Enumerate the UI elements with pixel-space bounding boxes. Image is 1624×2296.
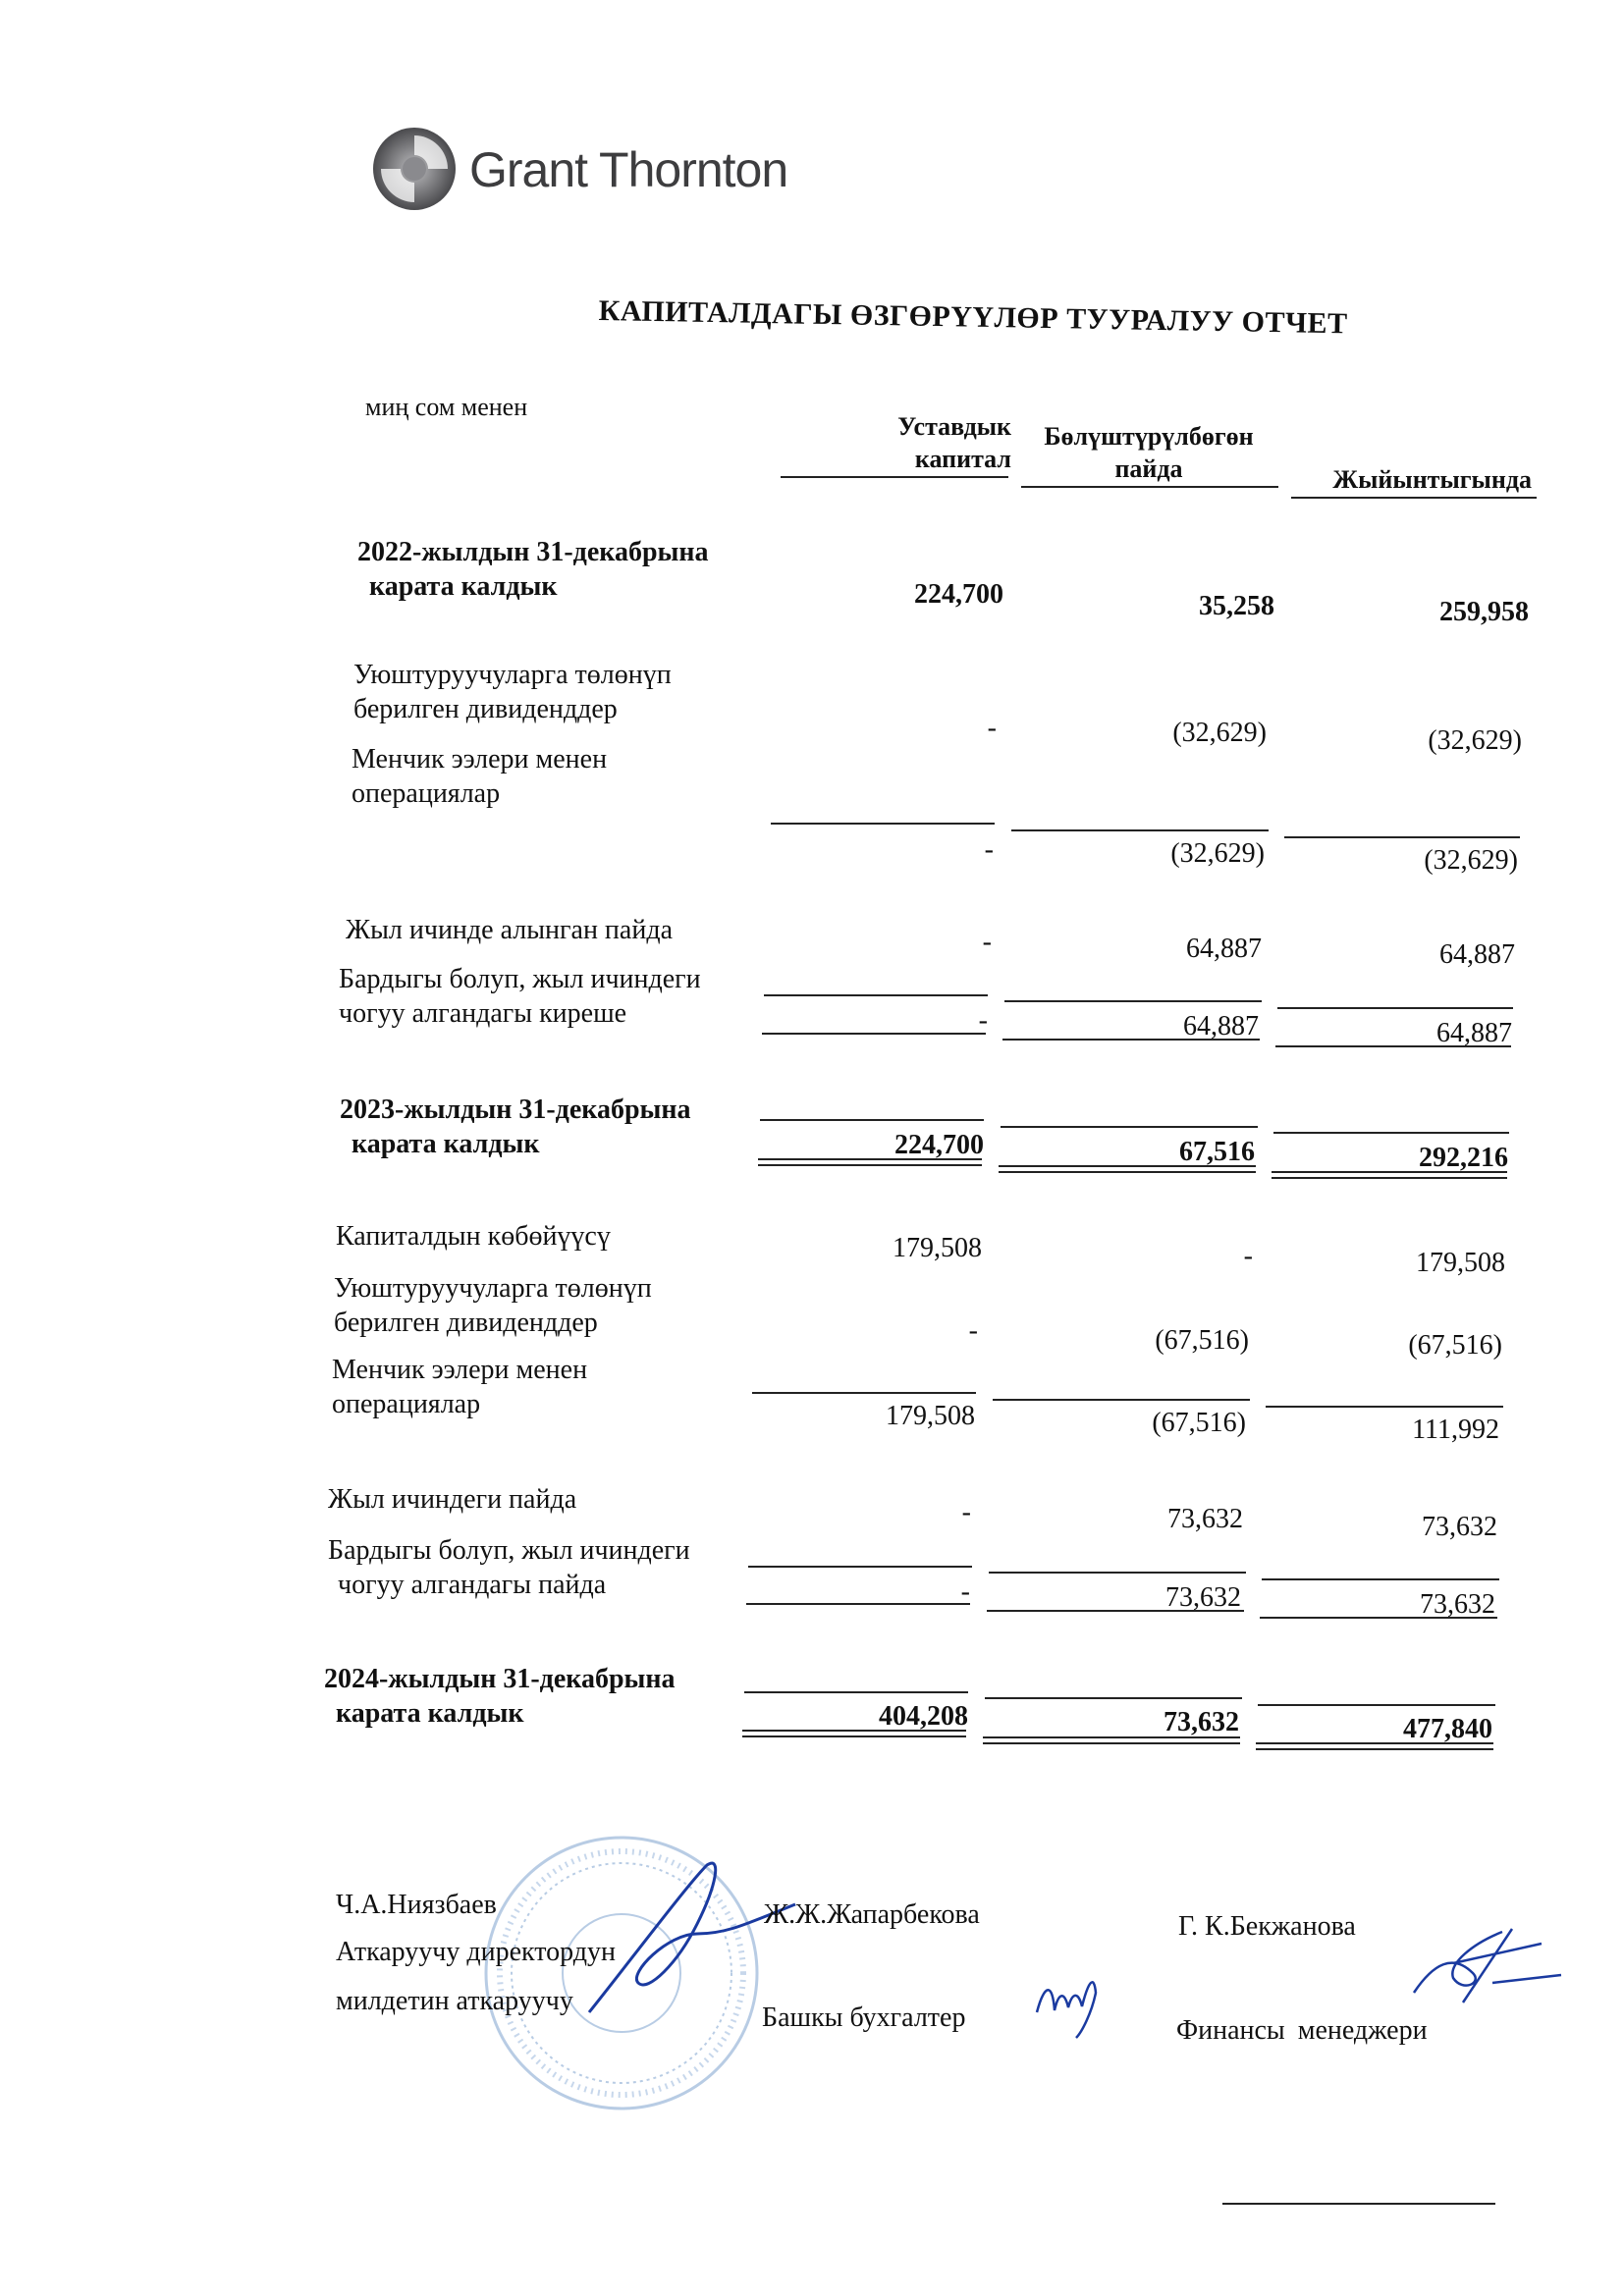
col-header-share-capital-line1: Уставдык (897, 412, 1011, 441)
signatory-3-role: Финансы менеджери (1176, 2015, 1428, 2046)
balance-2023-topline-retained (1001, 1126, 1258, 1128)
total-income-1-bottomline-retained (1002, 1039, 1260, 1041)
balance-2023-doubleline-capital (758, 1158, 982, 1166)
cell-balance-2024-retained: 73,632 (1164, 1707, 1239, 1737)
row-total-income-1-label-line1: Бардыгы болуп, жыл ичиндеги (339, 964, 701, 994)
row-owner-ops-1-label-line1: Менчик ээлери менен (352, 744, 608, 774)
cell-dividends-1-retained: (32,629) (1172, 718, 1267, 748)
row-balance-2024-label (324, 1662, 676, 1731)
row-profit-2-label: Жыл ичиндеги пайда (328, 1484, 577, 1515)
balance-2023-doubleline-retained (999, 1165, 1256, 1173)
cell-capital-increase-total: 179,508 (1416, 1248, 1505, 1278)
company-logo (371, 126, 842, 214)
row-owner-ops-1-label (352, 742, 607, 811)
row-owner-ops-2-label (332, 1353, 587, 1421)
cell-balance-2023-total: 292,216 (1419, 1143, 1508, 1173)
cell-total-income-1-capital: - (978, 1005, 988, 1036)
row-total-income-1-label-line2: чогуу алгандагы киреше (339, 998, 627, 1029)
cell-capital-increase-retained: - (1243, 1241, 1253, 1271)
total-income-1-topline-retained (1004, 1000, 1262, 1002)
footer-line (1222, 2203, 1495, 2205)
row-balance-2022-label-line2: карата калдык (369, 571, 558, 602)
cell-dividends-1-total: (32,629) (1428, 725, 1522, 756)
signatory-1-name: Ч.А.Ниязбаев (336, 1890, 497, 1920)
col-header-total: Жыйынтыгында (1332, 465, 1532, 494)
cell-total-income-1-retained: 64,887 (1183, 1011, 1259, 1041)
cell-balance-2023-capital: 224,700 (894, 1130, 984, 1160)
cell-owner-ops-2-total: 111,992 (1412, 1415, 1499, 1445)
header-underline-1 (781, 476, 1008, 478)
cell-balance-2024-total: 477,840 (1403, 1714, 1492, 1744)
cell-balance-2022-capital: 224,700 (914, 579, 1003, 610)
cell-profit-2-total: 73,632 (1422, 1512, 1497, 1542)
row-capital-increase-label: Капиталдын көбөйүүсү (336, 1221, 611, 1252)
row-profit-1-label: Жыл ичинде алынган пайда (346, 915, 673, 945)
row-balance-2023-label-line1: 2023-жылдын 31-декабрына (340, 1095, 691, 1125)
owner-ops-2-line-retained (993, 1399, 1250, 1401)
row-balance-2023-label (340, 1093, 691, 1161)
cell-profit-1-capital: - (982, 927, 992, 957)
balance-2024-topline-capital (744, 1691, 968, 1693)
cell-owner-ops-1-capital: - (984, 834, 994, 865)
total-income-1-topline-capital (764, 994, 988, 996)
col-header-share-capital (815, 410, 1011, 475)
row-dividends-2-label-line2: берилген дивиденддер (334, 1308, 598, 1338)
row-balance-2023-label-line2: карата калдык (352, 1129, 540, 1159)
cell-dividends-1-capital: - (987, 713, 997, 743)
row-balance-2024-label-line2: карата калдык (336, 1698, 524, 1729)
row-dividends-1-label-line1: Уюштуруучуларга төлөнүп (353, 660, 672, 690)
logo-wordmark: Grant Thornton (469, 142, 788, 197)
row-total-income-1-label (339, 962, 701, 1031)
balance-2024-topline-retained (985, 1697, 1242, 1699)
balance-2024-doubleline-total (1256, 1742, 1493, 1750)
balance-2024-doubleline-retained (983, 1736, 1240, 1744)
signatory-2-role: Башкы бухгалтер (762, 2002, 966, 2033)
row-dividends-2-label-line1: Уюштуруучуларга төлөнүп (334, 1273, 652, 1304)
owner-ops-1-line-capital (771, 823, 995, 825)
cell-total-income-1-total: 64,887 (1436, 1018, 1512, 1048)
col-header-retained-line2: пайда (1114, 454, 1183, 483)
header-underline-2 (1021, 486, 1278, 488)
owner-ops-2-line-capital (752, 1392, 976, 1394)
row-owner-ops-2-label-line1: Менчик ээлери менен (332, 1355, 588, 1385)
cell-profit-2-retained: 73,632 (1167, 1504, 1243, 1534)
balance-2024-doubleline-capital (742, 1730, 966, 1737)
report-title: КАПИТАЛДАГЫ ӨЗГӨРҮҮЛӨР ТУУРАЛУУ ОТЧЕТ (598, 294, 1348, 341)
cell-profit-1-total: 64,887 (1439, 939, 1515, 970)
cell-owner-ops-2-retained: (67,516) (1152, 1408, 1246, 1438)
cell-dividends-2-capital: - (968, 1315, 978, 1346)
total-income-2-bottomline-capital (746, 1603, 970, 1605)
row-total-income-2-label (328, 1533, 690, 1602)
cell-balance-2023-retained: 67,516 (1179, 1137, 1255, 1167)
total-income-1-bottomline-total (1275, 1045, 1511, 1047)
units-label: миң сом менен (365, 393, 528, 421)
cell-total-income-2-total: 73,632 (1420, 1589, 1495, 1620)
row-dividends-2-label (334, 1271, 652, 1340)
cell-balance-2024-capital: 404,208 (879, 1701, 968, 1732)
cell-dividends-2-total: (67,516) (1408, 1330, 1502, 1361)
cell-total-income-2-retained: 73,632 (1165, 1582, 1241, 1613)
header-underline-3 (1291, 497, 1537, 499)
cell-dividends-2-retained: (67,516) (1155, 1325, 1249, 1356)
row-dividends-1-label (353, 658, 672, 726)
signatory-1-role-line1: Аткаруучу директордун (336, 1937, 617, 1967)
total-income-2-topline-retained (989, 1572, 1246, 1574)
row-balance-2022-label-line1: 2022-жылдын 31-декабрына (357, 537, 709, 567)
balance-2023-doubleline-total (1272, 1171, 1507, 1179)
row-balance-2022-label (357, 535, 709, 604)
total-income-2-topline-total (1262, 1578, 1499, 1580)
cell-capital-increase-capital: 179,508 (893, 1233, 982, 1263)
owner-ops-1-line-retained (1011, 829, 1269, 831)
total-income-2-bottomline-total (1260, 1617, 1497, 1619)
grant-thornton-logo-icon (371, 126, 458, 212)
signatory-1-role-line2: милдетин аткаруучу (336, 1986, 573, 2016)
cell-owner-ops-1-total: (32,629) (1424, 845, 1518, 876)
row-dividends-1-label-line2: берилген дивиденддер (353, 694, 618, 724)
col-header-retained-earnings (1021, 420, 1276, 485)
row-balance-2024-label-line1: 2024-жылдын 31-декабрына (324, 1664, 676, 1694)
signatory-2-name: Ж.Ж.Жапарбекова (764, 1899, 980, 1930)
total-income-1-topline-total (1277, 1007, 1513, 1009)
signature-accountant-icon (1033, 1963, 1121, 2042)
row-owner-ops-1-label-line2: операциялар (352, 778, 501, 809)
total-income-2-bottomline-retained (987, 1610, 1244, 1612)
balance-2023-topline-total (1273, 1132, 1509, 1134)
cell-balance-2022-retained: 35,258 (1199, 591, 1274, 621)
cell-owner-ops-1-retained: (32,629) (1170, 838, 1265, 869)
owner-ops-1-line-total (1284, 836, 1520, 838)
col-header-share-capital-line2: капитал (914, 445, 1011, 473)
balance-2024-topline-total (1258, 1704, 1495, 1706)
balance-2023-topline-capital (760, 1119, 984, 1121)
col-header-retained-line1: Бөлүштүрүлбөгөн (1044, 422, 1254, 451)
owner-ops-2-line-total (1266, 1406, 1503, 1408)
signatory-3-name: Г. К.Бекжанова (1178, 1911, 1356, 1942)
cell-total-income-2-capital: - (960, 1576, 970, 1607)
row-total-income-2-label-line2: чогуу алгандагы пайда (338, 1570, 607, 1600)
cell-owner-ops-2-capital: 179,508 (886, 1401, 975, 1431)
cell-balance-2022-total: 259,958 (1439, 597, 1529, 627)
cell-profit-1-retained: 64,887 (1186, 934, 1262, 964)
cell-profit-2-capital: - (961, 1497, 971, 1527)
row-owner-ops-2-label-line2: операциялар (332, 1389, 481, 1419)
total-income-1-bottomline-capital (762, 1033, 986, 1035)
total-income-2-topline-capital (748, 1566, 972, 1568)
row-total-income-2-label-line1: Бардыгы болуп, жыл ичиндеги (328, 1535, 690, 1566)
signature-finance-manager-icon (1394, 1924, 1571, 2012)
